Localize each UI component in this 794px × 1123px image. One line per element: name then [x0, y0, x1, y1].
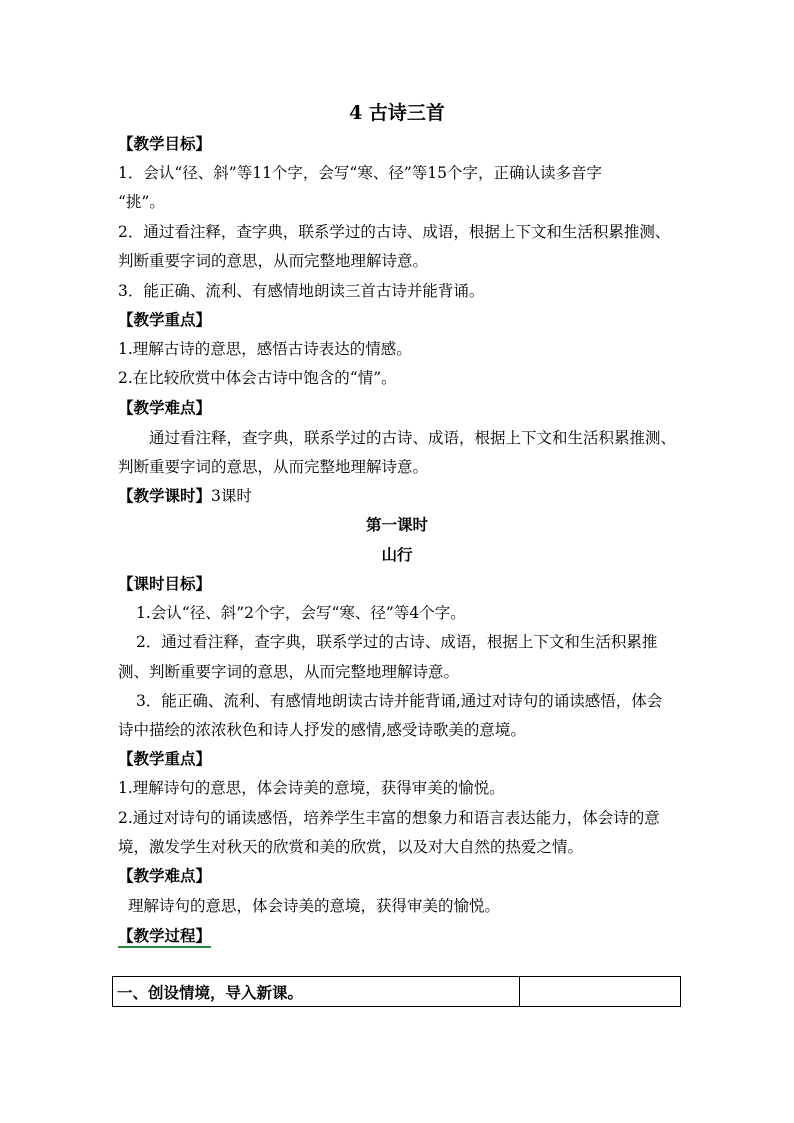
difficulty-heading: 【教学难点】: [118, 398, 212, 417]
key-line: 1.理解古诗的意思，感悟古诗表达的情感。: [118, 340, 412, 358]
lesson-key-line: 1.理解诗句的意思，体会诗美的意境，获得审美的愉悦。: [118, 779, 505, 797]
poem-title: 山行: [381, 545, 413, 564]
lesson-objective-line: 3．能正确、流利、有感情地朗读古诗并能背诵,通过对诗句的诵读感悟，体会: [136, 692, 663, 710]
lesson-key-line: 2.通过对诗句的诵读感悟，培养学生丰富的想象力和语言表达能力，体会诗的意: [118, 809, 660, 827]
table-cell-notes: [520, 977, 681, 1007]
lesson-key-heading: 【教学重点】: [118, 749, 212, 768]
objective-line: “挑”。: [118, 193, 165, 211]
process-table: [112, 976, 681, 1007]
lesson-difficulty-heading: 【教学难点】: [118, 866, 212, 885]
hours-line: [118, 485, 252, 507]
difficulty-line: 通过看注释，查字典，联系学过的古诗、成语，根据上下文和生活积累推测、: [149, 429, 677, 447]
lesson-difficulty-line: 理解诗句的意思，体会诗美的意境，获得审美的愉悦。: [128, 897, 501, 915]
objective-line: 3．能正确、流利、有感情地朗读三首古诗并能背诵。: [118, 282, 485, 300]
lesson-objective-line: 2．通过看注释，查字典，联系学过的古诗、成语，根据上下文和生活积累推: [136, 633, 658, 651]
lesson-objectives-heading: 【课时目标】: [118, 574, 212, 593]
difficulty-line: 判断重要字词的意思，从而完整地理解诗意。: [118, 458, 429, 476]
lesson-objective-line: 1.会认“径、斜”2个字，会写“寒、径”等4个字。: [136, 604, 466, 622]
lesson-objective-line: 诗中描绘的浓浓秋色和诗人抒发的感情,感受诗歌美的意境。: [118, 721, 526, 739]
table-row: [113, 977, 681, 1007]
key-heading: 【教学重点】: [118, 310, 212, 329]
table-cell-step: 一、创设情境，导入新课。: [113, 977, 520, 1007]
lesson-heading: 第一课时: [365, 515, 428, 534]
objective-line: 判断重要字词的意思，从而完整地理解诗意。: [118, 252, 429, 270]
lesson-objective-line: 测、判断重要字词的意思，从而完整地理解诗意。: [118, 663, 460, 681]
hours-value: 3课时: [211, 487, 252, 505]
objective-line: 2．通过看注释，查字典，联系学过的古诗、成语，根据上下文和生活积累推测、: [118, 223, 671, 241]
process-heading: [118, 925, 211, 947]
page-title: 4 古诗三首: [349, 102, 445, 124]
objectives-heading: 【教学目标】: [118, 134, 212, 153]
key-line: 2.在比较欣赏中体会古诗中饱含的“情”。: [118, 369, 397, 387]
hours-heading: 【教学课时】: [118, 486, 212, 505]
lesson-key-line: 境，激发学生对秋天的欣赏和美的欣赏，以及对大自然的热爱之情。: [118, 838, 584, 856]
process-heading-text: 【教学过程】: [118, 926, 211, 948]
objective-line: 1．会认“径、斜”等11个字，会写“寒、径”等15个字，正确认读多音字: [118, 164, 603, 182]
